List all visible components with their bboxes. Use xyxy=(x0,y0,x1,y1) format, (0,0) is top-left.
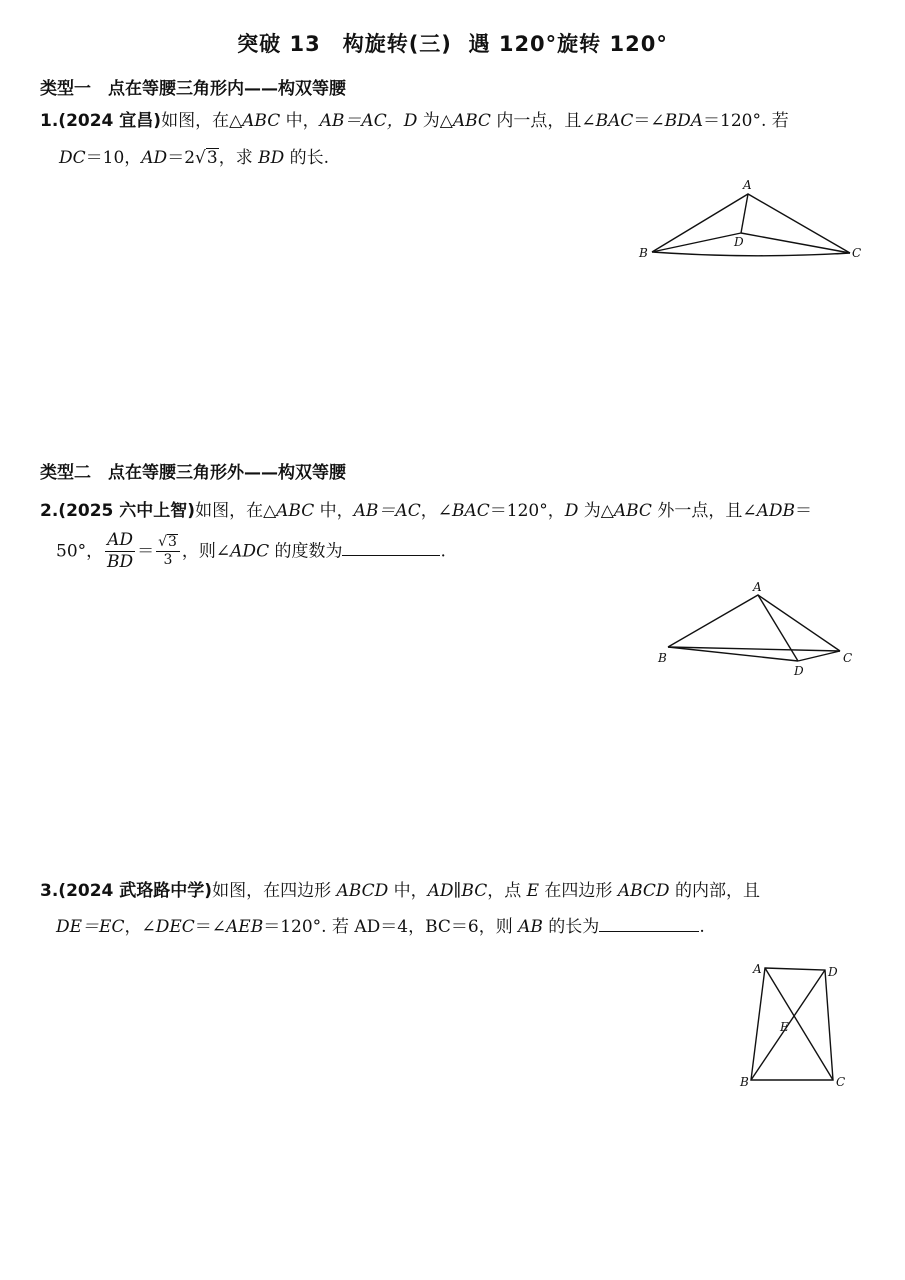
fig1-side-bc xyxy=(652,252,850,256)
q2-period: . xyxy=(440,541,446,562)
q1-triangle-name-2: ABC xyxy=(452,111,491,131)
fig1-label-c: C xyxy=(852,246,862,260)
question-1-line-1 xyxy=(40,106,789,131)
question-2-line-2 xyxy=(56,530,446,574)
q1-angle-bac: BAC xyxy=(595,111,634,131)
question-3-line-2 xyxy=(56,912,705,937)
q1-sqrt: √3 xyxy=(195,148,218,168)
q2-condition-6: 外一点，且∠ xyxy=(651,501,757,521)
q1-condition-3: 内一点，且∠ xyxy=(490,111,596,131)
q1-bd: BD xyxy=(258,148,285,168)
q2-point-d: D xyxy=(564,501,579,521)
q3-point-e: E xyxy=(526,881,540,901)
q2-sqrt-value: 3 xyxy=(167,533,177,550)
question-1-text: 如图，在△ xyxy=(161,111,243,131)
q2-sqrt-numerator: √3 xyxy=(156,534,180,553)
q1-dc: DC xyxy=(59,148,86,168)
question-2-line-1 xyxy=(40,496,812,521)
q3-equals: ＝∠ xyxy=(194,917,227,937)
question-3-line-1 xyxy=(40,876,760,901)
question-2-text: 如图，在△ xyxy=(195,501,277,521)
q2-condition-5: 为△ xyxy=(578,501,614,521)
fig1-segment-ad xyxy=(741,194,748,233)
fig1-label-d: D xyxy=(734,235,744,249)
q1-ask-tail: 的长. xyxy=(284,148,330,168)
question-1-number: 1. xyxy=(40,111,59,131)
q3-text-mid: 中， xyxy=(388,881,428,901)
question-3-text: 如图，在四边形 xyxy=(212,881,337,901)
q2-fraction-denominator: BD xyxy=(107,552,134,573)
q2-angle-adc: ADC xyxy=(230,541,270,562)
fig3-label-b: B xyxy=(740,1075,749,1089)
question-3-figure xyxy=(740,960,855,1090)
q2-angle-value: 50°， xyxy=(56,541,104,562)
q2-sqrt-denominator: 3 xyxy=(163,552,173,569)
q3-ask: 的长为 xyxy=(542,917,600,937)
q1-equals: ＝∠ xyxy=(633,111,665,131)
question-1-figure xyxy=(630,175,870,270)
q3-answer-blank[interactable] xyxy=(599,917,699,932)
q1-tail: ＝120°. 若 xyxy=(703,111,789,131)
fig2-label-b: B xyxy=(658,651,667,665)
q3-ab: AB xyxy=(518,917,543,937)
q2-condition-2: ，∠ xyxy=(420,501,452,521)
q3-period: . xyxy=(699,917,705,937)
section-heading-type-1: 类型一 点在等腰三角形内——构双等腰 xyxy=(40,79,346,99)
q3-quad-name: ABCD xyxy=(336,881,389,901)
q3-quad-name-2: ABCD xyxy=(617,881,670,901)
q1-ad: AD xyxy=(141,148,168,168)
question-2-source: (2025 六中上智) xyxy=(58,501,196,521)
fig2-label-d: D xyxy=(794,664,804,678)
fig1-label-b: B xyxy=(639,246,648,260)
q2-condition-3: ＝120°， xyxy=(489,501,565,521)
fig2-side-ab-ac xyxy=(668,595,840,651)
q2-answer-blank[interactable] xyxy=(342,541,440,556)
q3-given-values: ＝120°. 若 AD＝4，BC＝6，则 xyxy=(263,917,519,937)
question-3-source: (2024 武珞路中学) xyxy=(58,881,213,901)
q2-triangle-name-2: ABC xyxy=(613,501,652,521)
question-2-figure xyxy=(650,578,870,678)
fig3-label-e: E xyxy=(780,1020,789,1034)
q3-condition-4: 的内部，且 xyxy=(669,881,760,901)
q2-tail: ＝ xyxy=(794,501,812,521)
fig1-segment-bd xyxy=(652,233,741,252)
q2-fraction-sqrt3-3 xyxy=(156,534,180,570)
question-1-line-2 xyxy=(59,143,329,168)
q1-ad-value: ＝2 xyxy=(167,148,196,168)
q3-point-prefix: ，点 xyxy=(487,881,527,901)
q1-angle-bda: BDA xyxy=(664,111,704,131)
fig3-quadrilateral xyxy=(751,968,833,1080)
question-3-number: 3. xyxy=(40,881,59,901)
q1-text-mid: 中， xyxy=(280,111,320,131)
q1-triangle-name: ABC xyxy=(242,111,281,131)
q2-angle-adb: ADB xyxy=(756,501,795,521)
q1-ask: ，求 xyxy=(218,148,259,168)
fig2-segment-ad xyxy=(758,595,798,661)
q2-condition-1: AB＝AC xyxy=(353,501,421,521)
q1-condition-1: AB＝AC，D xyxy=(319,111,418,131)
q2-text-mid: 中， xyxy=(314,501,354,521)
q1-dc-value: ＝10， xyxy=(85,148,142,168)
q3-angle-dec: DEC xyxy=(155,917,195,937)
fig3-label-a: A xyxy=(753,962,762,976)
q2-ask: 的度数为 xyxy=(269,541,343,562)
fig1-label-a: A xyxy=(743,178,752,192)
q2-equals: ＝ xyxy=(137,541,155,562)
fig1-side-ab-ac xyxy=(652,194,850,253)
q2-fraction-numerator: AD xyxy=(105,530,135,552)
page-title: 突破 13 构旋转(三) 遇 120°旋转 120° xyxy=(237,32,668,56)
question-1-source: (2024 宜昌) xyxy=(58,111,162,131)
q3-angle-aeb: AEB xyxy=(226,917,264,937)
q2-triangle-name: ABC xyxy=(276,501,315,521)
q1-condition-2: 为△ xyxy=(417,111,453,131)
fig3-label-c: C xyxy=(836,1075,846,1089)
fig2-segment-dc xyxy=(798,651,840,661)
question-2-number: 2. xyxy=(40,501,59,521)
q3-de-ec: DE＝EC xyxy=(56,917,125,937)
fig2-label-a: A xyxy=(753,580,762,594)
q2-angle-bac: BAC xyxy=(451,501,490,521)
q3-condition-3: 在四边形 xyxy=(539,881,618,901)
q3-parallel: AD∥BC xyxy=(427,881,488,901)
q2-fraction-ad-bd xyxy=(105,530,135,574)
fig2-label-c: C xyxy=(843,651,853,665)
section-heading-type-2: 类型二 点在等腰三角形外——构双等腰 xyxy=(40,463,346,483)
fig3-label-d: D xyxy=(828,965,838,979)
fig3-segment-ac xyxy=(765,968,833,1080)
q1-sqrt-value: 3 xyxy=(206,148,218,168)
q3-angle-prefix: ，∠ xyxy=(124,917,156,937)
q2-then: ，则∠ xyxy=(181,541,231,562)
